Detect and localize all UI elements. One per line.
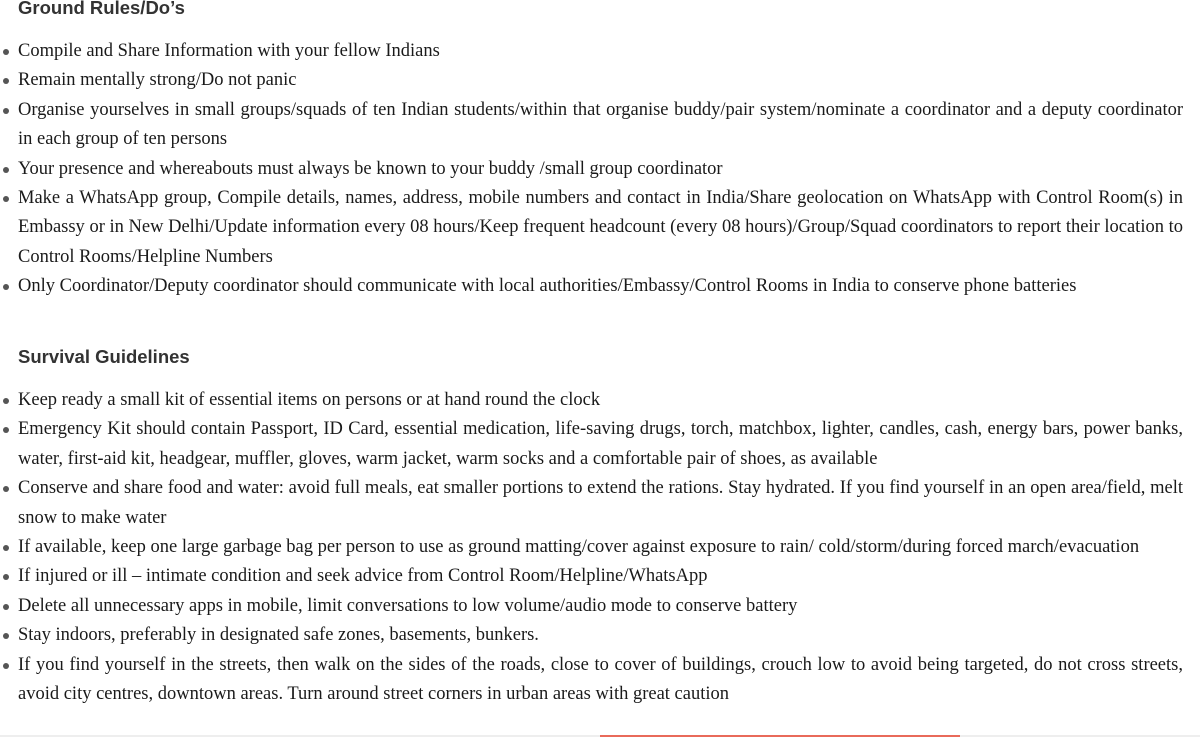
list-item-text: Compile and Share Information with your fellow Indians: [18, 41, 440, 61]
list-item: [0, 272, 1183, 301]
survival-guidelines-list: [0, 386, 1183, 709]
list-item-text: Your presence and whereabouts must always be known to your buddy /small group coordinator: [18, 158, 723, 179]
list-item-text: Only Coordinator/Deputy coordinator should communicate with local authorities/Embassy/Control Rooms in India to conserve phone batteries: [18, 276, 1077, 297]
list-item-text: If available, keep one large garbage bag per person to use as ground matting/cover against exposure to rain/ cold/storm/during forced march/evacuation: [18, 537, 1140, 558]
bullet-icon: [3, 427, 9, 433]
bullet-icon: [3, 196, 9, 202]
list-item-text: Stay indoors, preferably in designated safe zones, basements, bunkers.: [18, 625, 539, 646]
section-heading-survival-guidelines: Survival Guidelines: [18, 346, 190, 367]
bullet-icon: [3, 108, 9, 114]
list-item: [0, 621, 1183, 650]
list-item-text: If you find yourself in the streets, then walk on the sides of the roads, close to cover of buildings, crouch low to avoid being targeted, do not cross streets, avoid city centres, downtown areas. Turn around street corners in urban areas with great caution: [18, 654, 1183, 705]
bullet-icon: [3, 486, 9, 492]
list-item: [0, 562, 1183, 591]
list-item: [0, 415, 1183, 474]
list-item-text: Conserve and share food and water: avoid full meals, eat smaller portions to extend the rations. Stay hydrated. If you find yourself in an open area/field, melt snow to make water: [18, 478, 1183, 528]
list-item-text: Make a WhatsApp group, Compile details, names, address, mobile numbers and contact in India/Share geolocation on WhatsApp with Control Room(s) in Embassy or in New Delhi/Update information every 08 hours/Keep frequent headcount (every 08 hours)/Group/Squad coordinators to report their location to Control Rooms/Helpline Numbers: [18, 188, 1183, 267]
list-item: [0, 386, 1183, 415]
section-heading-ground-rules: Ground Rules/Do’s: [18, 0, 185, 18]
ground-rules-list: [0, 37, 1183, 302]
bullet-icon: [3, 167, 9, 173]
list-item: [0, 66, 1183, 95]
list-item: [0, 37, 1183, 66]
list-item: [0, 533, 1183, 562]
list-item: [0, 592, 1183, 621]
list-item-text: Emergency Kit should contain Passport, ID Card, essential medication, life-saving drugs, torch, matchbox, lighter, candles, cash, energy bars, power banks, water, first-aid kit, headgear, muffler, gloves, warm jacket, warm socks and a comfortable pair of shoes, as available: [18, 419, 1183, 469]
list-item: [0, 184, 1183, 272]
list-item-text: Delete all unnecessary apps in mobile, limit conversations to low volume/audio mode to conserve battery: [18, 595, 798, 616]
bullet-icon: [3, 663, 9, 669]
bullet-icon: [3, 574, 9, 580]
list-item-text: Keep ready a small kit of essential items on persons or at hand round the clock: [18, 390, 601, 410]
list-item-text: Remain mentally strong/Do not panic: [18, 70, 297, 91]
list-item: [0, 155, 1183, 184]
list-item: [0, 474, 1183, 533]
bullet-icon: [3, 604, 9, 610]
bullet-icon: [3, 78, 9, 84]
bullet-icon: [3, 49, 9, 55]
bullet-icon: [3, 633, 9, 639]
bullet-icon: [3, 398, 9, 404]
bullet-icon: [3, 284, 9, 290]
list-item: [0, 96, 1183, 155]
list-item-text: If injured or ill – intimate condition and seek advice from Control Room/Helpline/WhatsApp: [18, 566, 708, 587]
list-item: [0, 651, 1183, 710]
bullet-icon: [3, 545, 9, 551]
list-item-text: Organise yourselves in small groups/squads of ten Indian students/within that organise buddy/pair system/nominate a coordinator and a deputy coordinator in each group of ten persons: [18, 99, 1183, 150]
